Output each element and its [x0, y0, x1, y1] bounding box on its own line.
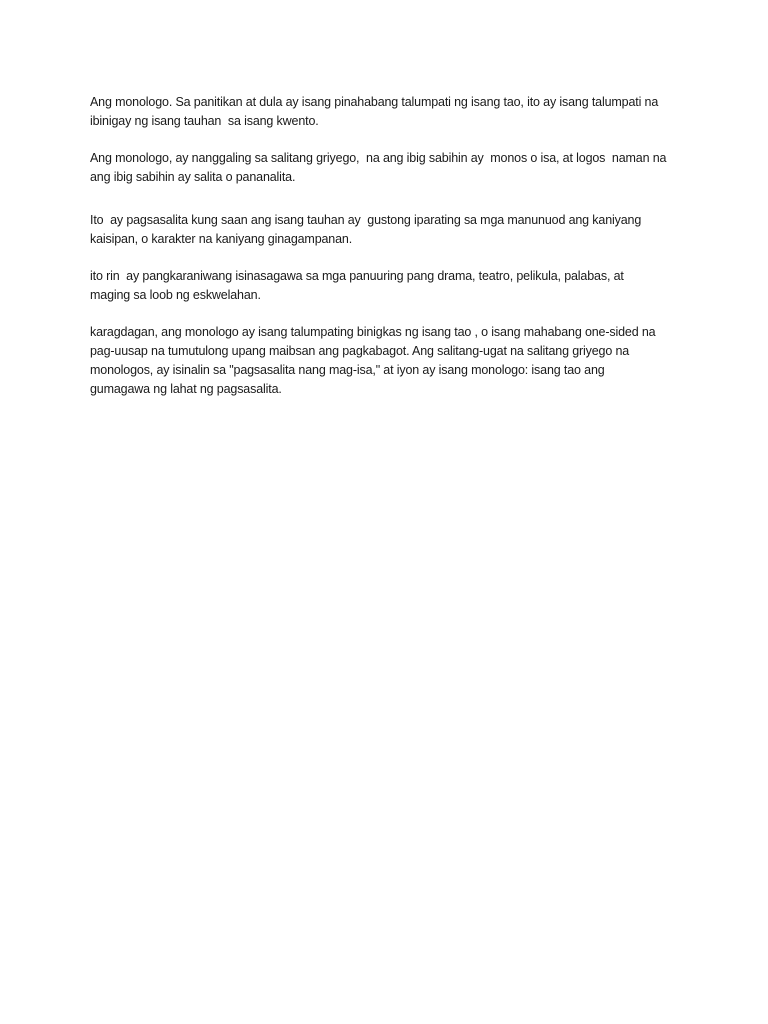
- paragraph-line: Ang monologo, ay nanggaling sa salitang griyego, na ang ibig sabihin ay monos o isa, at logos naman na: [90, 151, 667, 165]
- paragraph-line: karagdagan, ang monologo ay isang talumpating binigkas ng isang tao , o isang mahabang one-sided na: [90, 325, 656, 339]
- paragraph-line: Ito ay pagsasalita kung saan ang isang tauhan ay gustong iparating sa mga manunuod ang kaniyang: [90, 213, 642, 227]
- paragraph-5: [90, 323, 690, 399]
- paragraph-2: [90, 149, 690, 187]
- paragraph-line: ito rin ay pangkaraniwang isinasagawa sa mga panuuring pang drama, teatro, pelikula, palabas, at: [90, 269, 624, 283]
- paragraph-line: ang ibig sabihin ay salita o pananalita.: [90, 170, 296, 184]
- paragraph-4: [90, 267, 690, 305]
- paragraph-line: Ang monologo. Sa panitikan at dula ay isang pinahabang talumpati ng isang tao, ito ay isang talumpati na: [90, 95, 659, 109]
- paragraph-line: kaisipan, o karakter na kaniyang ginagampanan.: [90, 232, 353, 246]
- paragraph-line: gumagawa ng lahat ng pagsasalita.: [90, 382, 282, 396]
- paragraph-line: monologos, ay isinalin sa "pagsasalita nang mag-isa," at iyon ay isang monologo: isang tao ang: [90, 363, 605, 377]
- paragraph-3: [90, 211, 690, 249]
- paragraph-line: pag-uusap na tumutulong upang maibsan ang pagkabagot. Ang salitang-ugat na salitang griyego na: [90, 344, 630, 358]
- paragraph-line: ibinigay ng isang tauhan sa isang kwento.: [90, 114, 319, 128]
- document-body: [90, 93, 690, 399]
- paragraph-line: maging sa loob ng eskwelahan.: [90, 288, 261, 302]
- paragraph-1: [90, 93, 690, 131]
